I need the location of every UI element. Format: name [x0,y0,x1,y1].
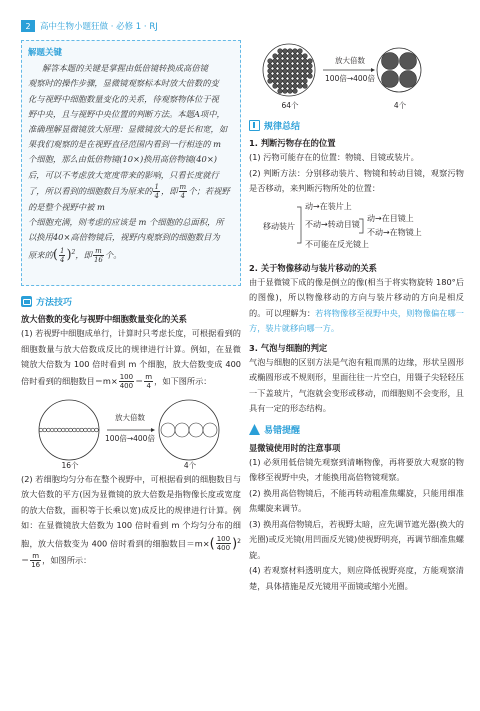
cell-mark [278,49,283,54]
cell-mark [298,64,303,69]
cell-mark [293,64,298,69]
cell-mark [65,428,69,432]
cell-mark [298,59,303,64]
explain-text: ，即 [75,250,92,261]
cell-mark [400,71,417,88]
cell-mark [308,59,313,64]
cell-mark [278,79,283,84]
book-title: 高中生物小题狂做 · 必修 1 · RJ [40,22,158,32]
cell-mark [293,54,298,59]
figure-label: 放大倍数 [115,412,145,422]
para-text: (2) 若细胞均匀分布在整个视野中，可根据看到的细胞数目与放大倍数的平方(因为显微镜的放大倍数是指物像长度或宽度的放大倍数，面积等于长乘以宽)成反比的规律进行计算。例如：在显微镜放大倍数为 100 倍时看到 m 个均匀分布的细胞，放大倍数变为 400 倍时看到的细胞数目＝m× [21,473,241,549]
fraction: $\frac{m}{16}$ [31,552,41,570]
cell-mark [400,53,417,70]
cell-mark [382,71,399,88]
cell-mark [293,49,298,54]
para-text: ＝ [135,375,144,386]
explain-line: 解答本题的关键是掌握由低倍镜转换成高倍镜 [42,63,208,74]
figure-count: 4个 [183,460,197,470]
section-title: 易错提醒 [264,426,301,436]
cell-mark [283,89,288,94]
cell-mark [288,49,293,54]
cell-mark [69,428,73,432]
para-text: ＝ [21,555,30,566]
judge-branch: 不动→在物镜上 [367,227,422,237]
method-section-header [21,294,241,308]
book-icon [249,120,260,131]
tips-section-header [249,423,464,437]
explain-text: 原来的 [28,250,53,261]
cell-mark [273,74,278,79]
cell-mark [303,59,308,64]
figure-count: 64个 [281,101,299,110]
method-subtitle: 放大倍数的变化与视野中细胞数量变化的关系 [21,314,187,324]
method-paragraph-2: (2) 若细胞均匀分布在整个视野中，可根据看到的细胞数目与放大倍数的平方(因为显微镜的放大倍数是指物像长度或宽度的放大倍数，面积等于长乘以宽)成反比的规律进行计算。例如：在显微镜放大倍数为 100 倍时看到 m 个均匀分布的细胞，放大倍数变为 400 倍时看到的细胞数目＝m×( $\frac{100}{400}$ )$^2$＝ $\frac{m}{16}$ ，如图所示： [21,473,241,570]
left-column [21,40,241,569]
figure-count: 16个 [61,460,79,470]
explain-text: 个；若视野的是整个视野中被 m [28,185,230,212]
explanation-tag: 解题关键 [28,48,63,58]
cell-mark [293,74,298,79]
cell-mark [298,54,303,59]
cell-mark [283,84,288,89]
cell-mark [293,84,298,89]
cell-mark [303,84,308,89]
tip-item: (1) 必须用低倍镜先观察到清晰物像，再将要放大观察的物像移至视野中央，才能换用高倍物镜观察。 [249,456,464,482]
cell-mark [278,59,283,64]
cell-mark [303,69,308,74]
cell-mark [273,79,278,84]
cell-mark [308,74,313,79]
cell-mark [273,54,278,59]
rules-section-header [249,118,464,132]
cell-mark [288,74,293,79]
cell-mark [298,74,303,79]
cell-mark [298,79,303,84]
cell-mark [278,69,283,74]
explain-line: 个细胞，那么由低倍物镜(10×)换用高倍物镜(40×) [28,154,218,165]
cell-mark [283,69,288,74]
cell-mark [278,54,283,59]
cell-mark [87,428,91,432]
cell-mark [47,428,51,432]
fraction: $\frac{m}{4}$ [145,372,153,390]
cell-mark [278,84,283,89]
cell-mark [382,53,399,70]
cell-mark [84,428,88,432]
cell-mark [268,74,273,79]
cell-mark [189,423,203,437]
cell-mark [293,79,298,84]
cell-mark [203,423,217,437]
fraction: $\frac{m}{4}$ [179,182,187,200]
rules-paragraph: (1) 污物可能存在的位置：物镜、目镜或装片。 [249,152,419,162]
tip-item: (2) 换用高倍物镜后，不能再转动粗准焦螺旋，只能用细准焦螺旋来调节。 [249,487,464,513]
cell-mark [268,59,273,64]
page-number: 2 [21,20,35,32]
cell-mark [283,79,288,84]
highlight-text: 若将物像移至视野中央，则物像偏在哪一方，装片就移向哪一方。 [249,307,464,333]
cell-mark [298,84,303,89]
para-text: (1) 若视野中细胞成单行，计算时只考虑长度，可根据看到的细胞数量与放大倍数成反比的规律进行计算。例如，在显微镜放大倍数为 100 倍时看到 m 个细胞，放大倍数变成 400 倍时看到的细胞数目＝m× [21,328,241,386]
exponent: 2 [71,249,76,257]
judge-branch: 动→在装片上 [305,201,352,211]
cell-mark [293,69,298,74]
cell-mark [95,428,99,432]
cell-mark [268,79,273,84]
tips-subtitle: 显微镜使用时的注意事项 [249,442,341,453]
explain-text: 了，所以看到的细胞数目为原来的 [28,185,153,196]
cell-mark [268,69,273,74]
cell-mark [283,54,288,59]
section-title: 方法技巧 [36,297,73,308]
cell-mark [283,59,288,64]
explanation-box [21,40,241,286]
cell-mark [283,74,288,79]
cell-mark [43,428,47,432]
figure-label: 100倍→400倍 [105,433,155,443]
cell-mark [298,49,303,54]
tip-item: (3) 换用高倍物镜后，若视野太暗，应先调节遮光器(换大的光圈)或反光镜(用凹面反光镜)使视野明亮，再调节细准焦螺旋。 [249,518,464,560]
cell-mark [303,79,308,84]
cell-mark [293,59,298,64]
para-text: ，如下图所示： [154,375,212,386]
cell-mark [288,64,293,69]
explain-line: 观察时的操作步骤，显微镜观察标本时放大倍数的变 [28,78,219,89]
cell-mark [273,64,278,69]
cell-mark [303,74,308,79]
cell-mark [308,69,313,74]
warning-icon [249,424,260,435]
explain-line [28,183,234,215]
cell-mark [268,64,273,69]
fraction: $\frac{m}{16}$ [93,247,103,265]
cell-mark [91,428,95,432]
cell-mark [298,69,303,74]
explain-line: 化与视野中细胞数量变化的关系，待观察物体位于视 [28,93,219,104]
right-column [249,40,464,594]
judge-branch: 不可能在反光镜上 [305,239,369,249]
cell-mark [288,69,293,74]
explain-line: 果我们观察的是在视野直径范围内看到一行相连的 m [28,139,222,150]
judgement-diagram [249,199,464,257]
explain-line: 个细胞充满，则考虑的应该是 m 个细胞的总面积，所 [28,217,224,228]
explain-line: 后，可以不考虑放大宽度带来的影响，只看长度就行 [28,169,219,180]
cell-mark [73,428,77,432]
cell-mark [58,428,62,432]
cell-row-diagram [21,392,241,468]
explain-text: 个。 [104,250,122,261]
cell-mark [283,64,288,69]
cell-row-figure [21,392,241,468]
fraction: $\frac{1}{4}$ [59,247,65,265]
figure-count: 4个 [393,101,407,110]
tip-item: (4) 若观察材料透明度大，则应降低视野亮度，方能观察清楚，具体措施是反光镜用平面镜或缩小光圈。 [249,565,464,591]
rules-paragraph: 由于显微镜下成的像是倒立的像(相当于将实物旋转 180°后的图像)，所以物像移动的方向与装片移动的方向是相反的。可以理解为：若将物像移至视野中央，则物像偏在哪一方，装片就移向哪一方。 [249,276,464,333]
cell-field-figure [249,40,464,112]
cell-mark [50,428,54,432]
rules-heading-1: 1. 判断污物存在的位置 [249,138,336,148]
cell-mark [161,423,175,437]
cell-mark [39,428,43,432]
cell-mark [54,428,58,432]
cell-mark [288,54,293,59]
cell-mark [288,89,293,94]
cell-mark [308,64,313,69]
explain-text: ，即 [160,185,178,196]
cell-mark [278,64,283,69]
explain-line: 准确理解显微镜放大原理：显微镜放大的是长和宽，如 [28,124,228,135]
cell-mark [278,74,283,79]
cell-mark [278,89,283,94]
fraction: $\frac{100}{400}$ [216,535,231,553]
cell-mark [61,428,65,432]
method-paragraph-1 [21,326,241,390]
cell-mark [273,69,278,74]
figure-label: 放大倍数 [335,56,365,65]
cell-mark [175,423,189,437]
rules-paragraph: 气泡与细胞的区别方法是气泡有粗而黑的边缘，形状呈圆形或椭圆形或不规则形，里面往往一片空白，用镊子尖轻轻压一下盖玻片，气泡就会变形或移动，而细胞则不会变形，且具有一定的形态结构。 [249,356,464,413]
exponent: 2 [237,537,241,545]
cell-mark [293,89,298,94]
cell-mark [283,49,288,54]
fraction: $\frac{100}{400}$ [119,372,134,390]
cell-mark [273,84,278,89]
cell-mark [288,79,293,84]
explain-line: 野中央，且与视野中央位置的判断方法。本题A项中， [28,108,225,119]
judge-branch: 动→在目镜上 [367,213,414,223]
cell-mark [303,64,308,69]
rules-heading-2: 2. 关于物像移动与装片移动的关系 [249,262,377,273]
explain-line: 原来的( $\frac{1}{4}$ )$^2$，即 $\frac{m}{16}$ 个。 [28,247,122,265]
page-header [21,20,158,32]
judge-branch: 不动→转动目镜 [305,219,360,229]
fraction: $\frac{1}{4}$ [154,182,159,200]
figure-label: 100倍→400倍 [325,74,375,83]
rules-paragraph: (2) 判断方法：分别移动装片、物镜和转动目镜，观察污物是否移动，来判断污物所处的位置： [249,167,464,193]
rules-heading-3: 3. 气泡与细胞的判定 [249,342,328,353]
cell-mark [76,428,80,432]
section-title: 规律总结 [264,121,301,132]
cell-mark [288,59,293,64]
cell-mark [288,84,293,89]
explain-line: 以换用40×高倍物镜后，视野内观察到的细胞数目为 [28,232,220,243]
lightbulb-icon [21,296,32,307]
cell-mark [303,54,308,59]
para-text: ，如图所示： [42,555,92,566]
cell-mark [80,428,84,432]
judge-root: 移动装片 [263,221,295,231]
cell-mark [273,59,278,64]
